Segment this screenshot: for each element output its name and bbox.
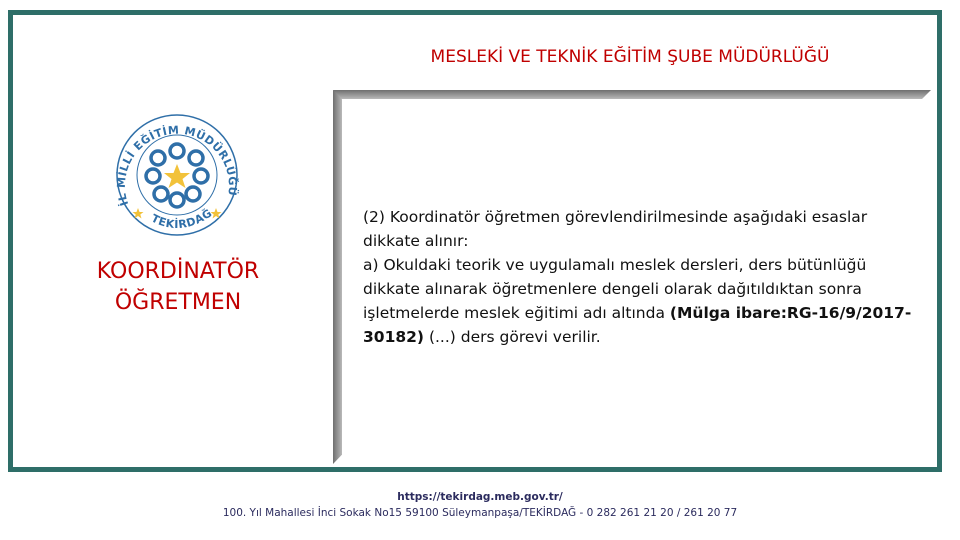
logo-ring-label: İL MİLLİ EĞİTİM MÜDÜRLÜĞÜ	[114, 123, 240, 208]
content-panel	[333, 90, 931, 464]
regulation-text	[363, 205, 928, 349]
panel-left-border	[333, 90, 342, 464]
page-title: MESLEKİ VE TEKNİK EĞİTİM ŞUBE MÜDÜRLÜĞÜ	[430, 47, 830, 67]
logo-city-label: TEKİRDAĞ	[149, 206, 215, 232]
paragraph-2: (2) Koordinatör öğretmen görevlendirilmesinde aşağıdaki esaslar dikkate alınır:	[363, 208, 868, 250]
footer-url-link[interactable]: https://tekirdag.meb.gov.tr/	[397, 491, 563, 503]
repealed-note: (Mülga ibare:RG-16/9/2017-30182)	[363, 304, 912, 346]
role-title-line1: KOORDİNATÖR	[96, 259, 260, 284]
paragraph-a-end: (...) ders görevi verilir.	[428, 328, 601, 346]
role-title	[70, 256, 286, 318]
panel-top-border	[333, 90, 931, 99]
svg-text:İL MİLLİ EĞİTİM MÜDÜRLÜĞÜ	[115, 124, 240, 208]
role-title-line2: ÖĞRETMEN	[114, 290, 242, 315]
footer-address: 100. Yıl Mahallesi İnci Sokak No15 59100 Süleymanpaşa/TEKİRDAĞ - 0 282 261 21 20 / 261 20 77	[222, 507, 738, 519]
logo-ring-text	[113, 108, 241, 242]
svg-text:TEKİRDAĞ	[149, 206, 214, 231]
meb-logo	[113, 108, 241, 242]
paragraph-a-text: a) Okuldaki teorik ve uygulamalı meslek dersleri, ders bütünlüğü dikkate alınarak öğretmenlere dengeli olarak dağıtıldıktan sonra işletmelerde meslek eğitimi adı altında	[363, 256, 867, 322]
paragraph-a	[363, 253, 928, 349]
